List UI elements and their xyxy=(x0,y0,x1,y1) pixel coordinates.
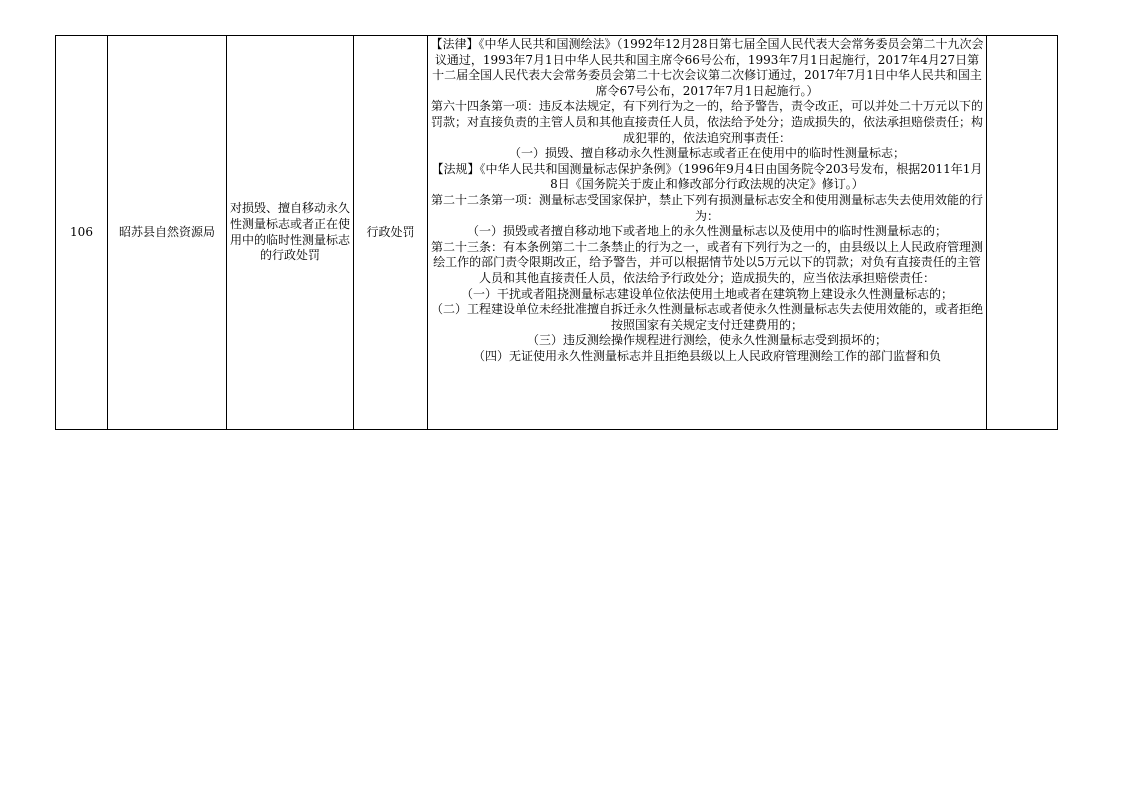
item-name: 对损毁、擅自移动永久性测量标志或者正在使用中的临时性测量标志的行政处罚 xyxy=(229,201,350,263)
basis-paragraph: （一）损毁或者擅自移动地下或者地上的永久性测量标志以及使用中的临时性测量标志的； xyxy=(466,224,947,239)
basis-paragraph: 第六十四条第一项：违反本法规定，有下列行为之一的，给予警告，责令改正，可以并处二十万元以下的罚款；对直接负责的主管人员和其他直接责任人员，依法给予处分；造成损失的，依法承担赔偿责任；构成犯罪的，依法追究刑事责任： xyxy=(430,99,983,145)
basis-paragraph: （三）违反测绘操作规程进行测绘，使永久性测量标志受到损坏的； xyxy=(526,333,887,348)
legal-basis-table xyxy=(55,35,1058,430)
item-cell xyxy=(227,36,354,430)
legal-basis-text xyxy=(428,36,986,429)
row-number-cell xyxy=(56,36,108,430)
basis-paragraph: （一）损毁、擅自移动永久性测量标志或者正在使用中的临时性测量标志； xyxy=(508,146,905,161)
basis-paragraph: （四）无证使用永久性测量标志并且拒绝县级以上人民政府管理测绘工作的部门监督和负 xyxy=(472,348,941,363)
legal-basis-cell xyxy=(428,36,987,430)
basis-paragraph: 【法律】《中华人民共和国测绘法》（1992年12月28日第七届全国人民代表大会常务委员会第二十九次会议通过，1993年7月1日中华人民共和国主席令66号公布，1993年7月1日起施行，2017年4月27日第十二届全国人民代表大会常务委员会第二十七次会议第二次修订通过，2017年7月1日中华人民共和国主席令67号公布，2017年7月1日起施行。） xyxy=(430,37,984,98)
basis-paragraph: 第二十三条：有本条例第二十二条禁止的行为之一，或者有下列行为之一的，由县级以上人民政府管理测绘工作的部门责令限期改正，给予警告，并可以根据情节处以5万元以下的罚款；对负有直接责任的主管人员和其他直接责任人员，依法给予行政处分；造成损失的，应当依法承担赔偿责任： xyxy=(430,239,983,285)
basis-paragraph: 第二十二条第一项：测量标志受国家保护，禁止下列有损测量标志安全和使用测量标志失去使用效能的行为： xyxy=(430,192,983,223)
basis-paragraph: （一）干扰或者阻挠测量标志建设单位依法使用土地或者在建筑物上建设永久性测量标志的； xyxy=(460,286,953,301)
penalty-type: 行政处罚 xyxy=(366,224,415,239)
remarks-cell xyxy=(987,36,1058,430)
table-row xyxy=(56,36,1058,430)
basis-paragraph: （二）工程建设单位未经批准擅自拆迁永久性测量标志或者使永久性测量标志失去使用效能的，或者拒绝按照国家有关规定支付迁建费用的； xyxy=(430,302,983,332)
basis-paragraph: 【法规】《中华人民共和国测量标志保护条例》（1996年9月4日由国务院令203号发布，根据2011年1月8日《国务院关于废止和修改部分行政法规的决定》修订。） xyxy=(431,161,983,192)
agency-cell xyxy=(108,36,227,430)
agency-name: 昭苏县自然资源局 xyxy=(118,224,215,239)
row-number: 106 xyxy=(70,224,93,239)
type-cell xyxy=(354,36,428,430)
